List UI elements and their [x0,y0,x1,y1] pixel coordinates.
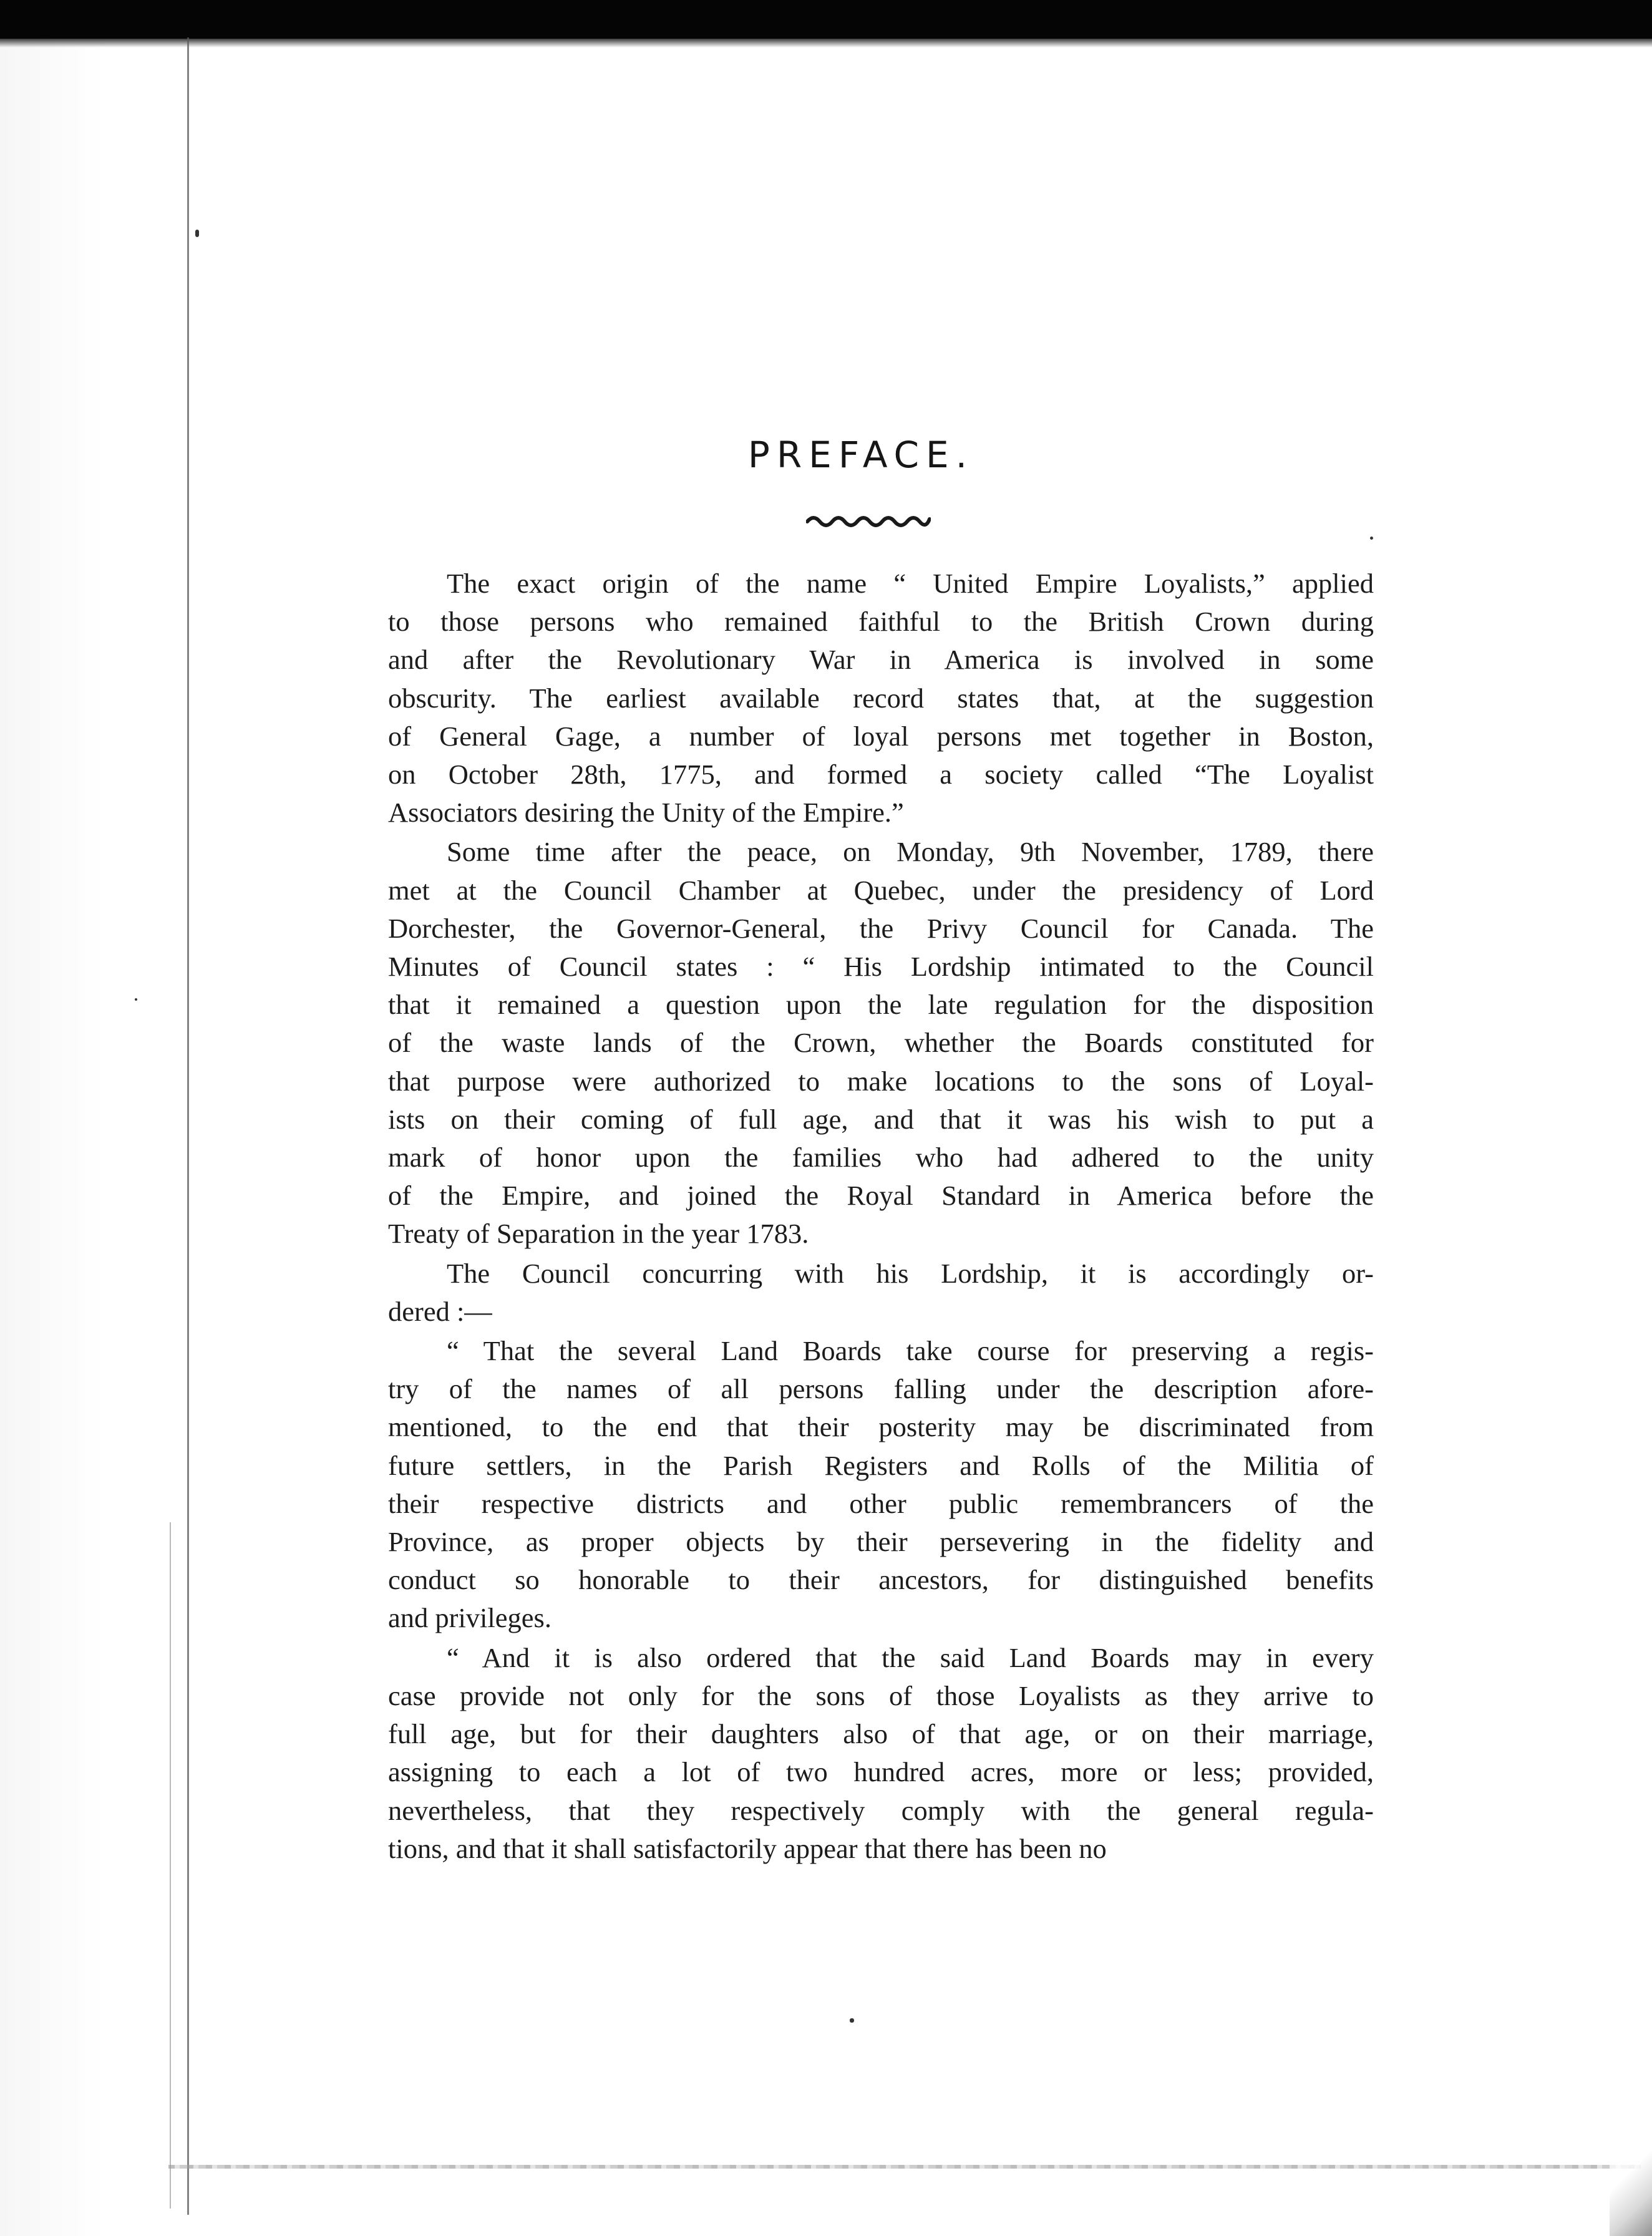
page-corner-curl [1610,2134,1652,2236]
text-line: their respective districts and other public remembrancers of the [388,1487,1374,1519]
ink-speck [1370,537,1373,540]
text-line: Minutes of Council states : “ His Lordship intimated to the Council [388,951,1374,983]
text-line: full age, but for their daughters also of that age, or on their marriage, [388,1718,1374,1750]
ink-speck [850,2018,854,2023]
text-line: and privileges. [388,1602,551,1634]
text-line: of the waste lands of the Crown, whether the Boards constituted for [388,1027,1374,1059]
text-line: that it remained a question upon the late regulation for the disposition [388,989,1374,1021]
page-title: PREFACE. [747,434,974,476]
text-line: conduct so honorable to their ancestors, for distinguished benefits [388,1564,1374,1596]
text-line: nevertheless, that they respectively comply with the general regula- [388,1794,1374,1826]
preface-paragraph [388,1639,1374,1868]
text-line: future settlers, in the Parish Registers and Rolls of the Militia of [388,1449,1374,1481]
text-line: case provide not only for the sons of those Loyalists as they arrive to [388,1679,1374,1711]
text-line: that purpose were authorized to make locations to the sons of Loyal- [388,1065,1374,1097]
text-line: mark of honor upon the families who had adhered to the unity [388,1142,1374,1174]
page-left-margin-shadow [0,0,175,2236]
scan-top-edge-fade [0,39,1652,47]
text-line: ists on their coming of full age, and that it was his wish to put a [388,1103,1374,1135]
text-line: met at the Council Chamber at Quebec, under the presidency of Lord [388,874,1374,906]
text-line: Treaty of Separation in the year 1783. [388,1218,809,1250]
text-line: obscurity. The earliest available record states that, at the suggestion [388,682,1374,714]
text-line: Associators desiring the Unity of the Empire.” [388,797,904,829]
text-line: Dorchester, the Governor-General, the Privy Council for Canada. The [388,912,1374,944]
text-line: of General Gage, a number of loyal persons met together in Boston, [388,720,1374,752]
text-line: The Council concurring with his Lordship, it is accordingly or- [447,1257,1374,1289]
binding-edge-line-secondary [170,1522,171,2209]
scan-bottom-edge [168,2165,1641,2169]
scan-top-edge [0,0,1652,39]
preface-body [388,565,1374,1868]
text-line: assigning to each a lot of two hundred acres, more or less; provided, [388,1756,1374,1788]
text-line: to those persons who remained faithful to the British Crown during [388,606,1374,638]
text-line: of the Empire, and joined the Royal Standard in America before the [388,1180,1374,1212]
wavy-ornament-icon [806,513,931,528]
ink-speck [135,998,137,1001]
text-line: and after the Revolutionary War in America is involved in some [388,644,1374,676]
text-line: mentioned, to the end that their posterity may be discriminated from [388,1411,1374,1443]
text-line: tions, and that it shall satisfactorily appear that there has been no [388,1832,1107,1864]
text-line: “ That the several Land Boards take course for preserving a regis- [447,1335,1374,1367]
text-line: “ And it is also ordered that the said Land Boards may in every [447,1641,1374,1673]
text-line: Province, as proper objects by their persevering in the fidelity and [388,1526,1374,1558]
text-line: try of the names of all persons falling under the description afore- [388,1373,1374,1405]
ink-speck [195,230,199,237]
text-line: Some time after the peace, on Monday, 9th November, 1789, there [447,836,1374,868]
preface-paragraph [388,565,1374,832]
binding-edge-line [187,37,189,2215]
text-line: on October 28th, 1775, and formed a society called “The Loyalist [388,759,1374,790]
preface-paragraph [388,1332,1374,1638]
preface-paragraph [388,833,1374,1253]
preface-paragraph [388,1255,1374,1331]
text-line: dered :— [388,1295,492,1327]
text-line: The exact origin of the name “ United Empire Loyalists,” applied [447,568,1374,599]
